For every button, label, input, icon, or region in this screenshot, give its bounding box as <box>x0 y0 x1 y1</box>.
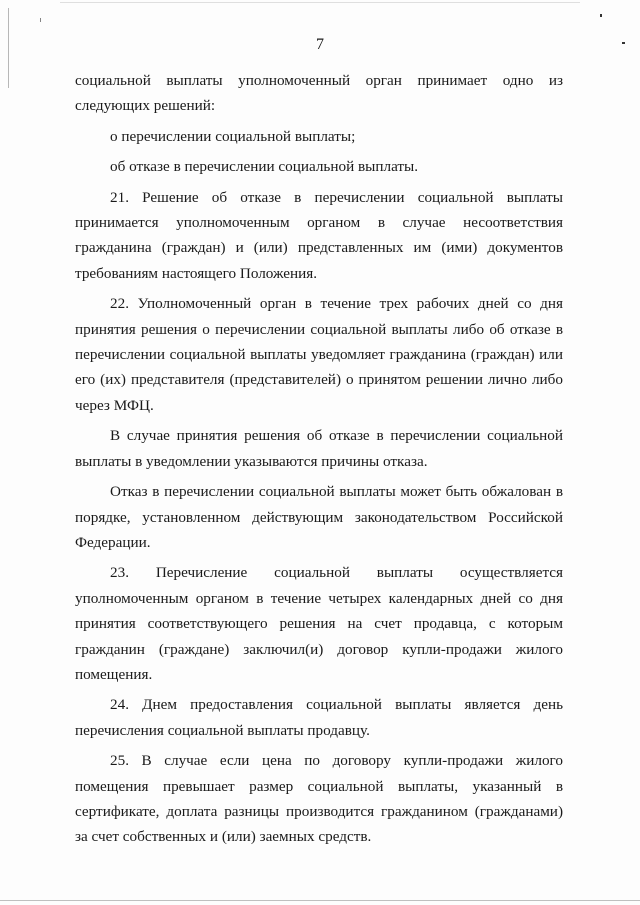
paragraph-item-21: 21. Решение об отказе в перечислении социальной выплаты принимается уполномоченным органом в случае несоответствия гражданина (граждан) и (или) представленных им (ими) документов требованиям настоящего Положения. <box>75 188 563 282</box>
page-number: 7 <box>316 36 324 53</box>
scan-edge-line-bottom <box>0 900 640 901</box>
paragraph-item-23: 23. Перечисление социальной выплаты осуществляется уполномоченным органом в течение четырех календарных дней со дня принятия соответствующего решения на счет продавца, с которым гражданин (граждане) заключил(и) договор купли-продажи жилого помещения. <box>75 564 563 683</box>
scan-speck <box>40 18 41 22</box>
paragraph-refusal-appeal: Отказ в перечислении социальной выплаты может быть обжалован в порядке, установленном действующим законодательством Российской Федерации. <box>75 483 563 551</box>
paragraph-option-transfer: о перечислении социальной выплаты; <box>110 127 356 145</box>
paragraph-item-24: 24. Днем предоставления социальной выплаты является день перечисления социальной выплаты продавцу. <box>75 696 563 739</box>
paragraph-item-25: 25. В случае если цена по договору купли-продажи жилого помещения превышает размер социальной выплаты, указанный в сертификате, доплата разницы производится гражданином (гражданами) за счет собственных и (или) заемных средств. <box>75 752 563 846</box>
scan-speck <box>600 14 602 17</box>
paragraph-option-refusal: об отказе в перечислении социальной выплаты. <box>110 158 419 176</box>
paragraph-item-22: 22. Уполномоченный орган в течение трех рабочих дней со дня принятия решения о перечислении социальной выплаты либо об отказе в перечислении социальной выплаты уведомляет гражданина (граждан) или его (их) представителя (представителей) о принятом решении лично либо через МФЦ. <box>75 295 563 414</box>
document-body <box>75 68 563 850</box>
paragraph-refusal-reasons: В случае принятия решения об отказе в перечислении социальной выплаты в уведомлении указываются причины отказа. <box>75 427 563 470</box>
scan-edge-line-top <box>60 2 580 3</box>
paragraph-decision-options-intro: социальной выплаты уполномоченный орган принимает одно из следующих решений: <box>75 72 563 115</box>
